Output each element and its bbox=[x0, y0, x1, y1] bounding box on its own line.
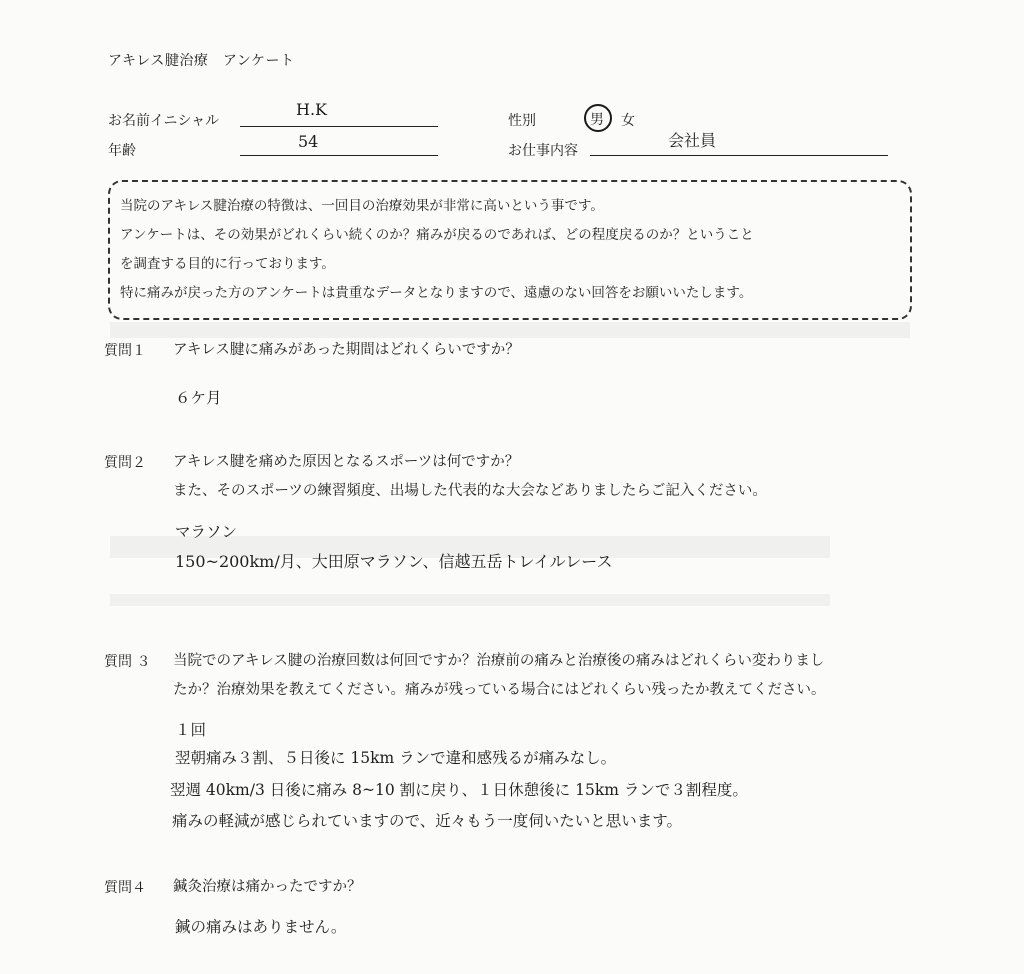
question-2-number: 質問２ bbox=[104, 455, 146, 471]
job-label: お仕事内容 bbox=[508, 143, 578, 159]
question-2-text: また、そのスポーツの練習頻度、出場した代表的な大会などありましたらご記入ください。 bbox=[173, 483, 767, 499]
question-4-text: 鍼灸治療は痛かったですか？ bbox=[173, 879, 362, 895]
question-4-number: 質問４ bbox=[104, 880, 146, 896]
age-value: 54 bbox=[298, 132, 319, 151]
gender-male-option bbox=[584, 104, 612, 132]
job-underline bbox=[590, 155, 888, 156]
answer-3-line: １回 bbox=[175, 721, 207, 739]
gender-label: 性別 bbox=[508, 113, 536, 129]
question-1-text: アキレス腱に痛みがあった期間はどれくらいですか？ bbox=[173, 342, 520, 358]
notice-box bbox=[108, 180, 912, 320]
answer-1-line: ６ケ月 bbox=[175, 389, 222, 407]
answer-3-line: 翌週 40km/3 日後に痛み 8~10 割に戻り、１日休憩後に 15km ランで３割程度。 bbox=[170, 781, 748, 799]
age-label: 年齢 bbox=[108, 143, 136, 159]
question-3-text: 当院でのアキレス腱の治療回数は何回ですか？治療前の痛みと治療後の痛みはどれくらい変わりまし bbox=[173, 653, 825, 669]
question-3-number: 質問 ３ bbox=[104, 654, 151, 670]
page-title: アキレス腱治療 アンケート bbox=[108, 53, 295, 69]
answer-4-line: 鍼の痛みはありません。 bbox=[175, 918, 347, 936]
initials-value: H.K bbox=[296, 100, 327, 119]
answer-2-line: マラソン bbox=[175, 523, 238, 541]
question-2-text: アキレス腱を痛めた原因となるスポーツは何ですか？ bbox=[173, 454, 520, 470]
scan-smudge bbox=[110, 594, 830, 606]
question-1-number: 質問１ bbox=[104, 343, 146, 359]
scan-smudge bbox=[110, 322, 910, 338]
age-underline bbox=[240, 155, 438, 156]
answer-3-line: 痛みの軽減が感じられていますので、近々もう一度伺いたいと思います。 bbox=[172, 812, 682, 830]
answer-3-line: 翌朝痛み３割、５日後に 15km ランで違和感残るが痛みなし。 bbox=[175, 749, 617, 767]
initials-underline bbox=[240, 126, 438, 127]
job-value: 会社員 bbox=[668, 131, 717, 150]
gender-male: 男 bbox=[590, 112, 604, 128]
question-3-text: たか？治療効果を教えてください。痛みが残っている場合にはどれくらい残ったか教えてください。 bbox=[173, 682, 826, 698]
gender-female: 女 bbox=[621, 113, 635, 129]
notice-line: 当院のアキレス腱治療の特徴は、一回目の治療効果が非常に高いという事です。 bbox=[120, 198, 604, 214]
notice-line: を調査する目的に行っております。 bbox=[120, 256, 335, 272]
notice-line: アンケートは、その効果がどれくらい続くのか？痛みが戻るのであれば、どの程度戻るのか？ということ bbox=[120, 227, 754, 243]
initials-label: お名前イニシャル bbox=[108, 113, 220, 129]
answer-2-line: 150~200km/月、大田原マラソン、信越五岳トレイルレース bbox=[175, 552, 613, 571]
notice-line: 特に痛みが戻った方のアンケートは貴重なデータとなりますので、遠慮のない回答をお願いいたします。 bbox=[120, 285, 753, 301]
